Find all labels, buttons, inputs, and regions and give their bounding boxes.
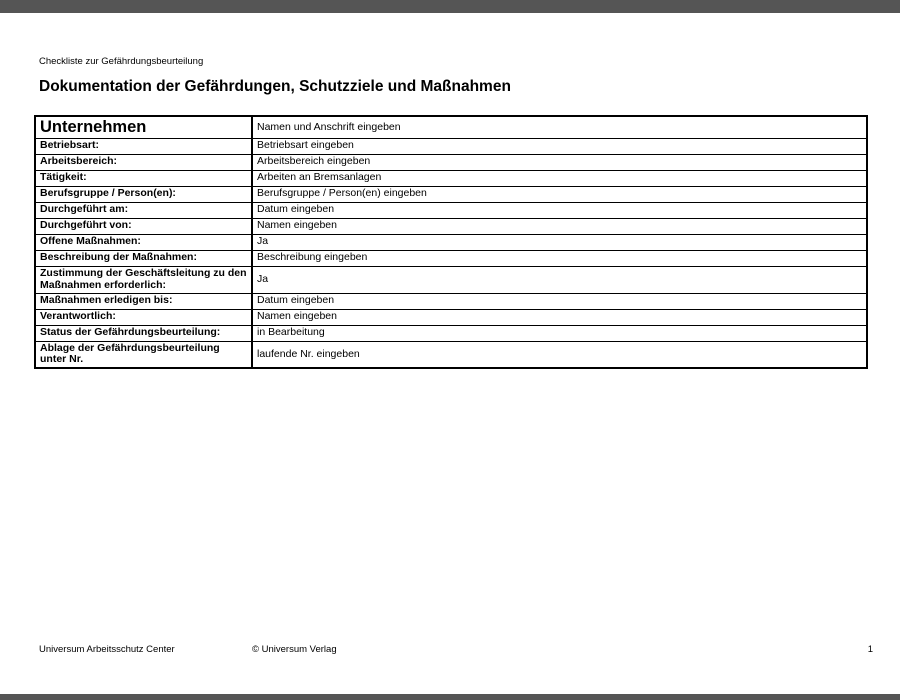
footer-publisher: Universum Arbeitsschutz Center [39,644,175,655]
form-value-field[interactable]: Beschreibung eingeben [252,250,867,266]
form-label: Beschreibung der Maßnahmen: [35,250,252,266]
form-row-erledigen-bis [35,293,867,309]
form-value-field[interactable]: Namen und Anschrift eingeben [252,116,867,138]
form-row-verantwortlich [35,309,867,325]
footer-copyright: © Universum Verlag [252,644,337,655]
form-value-field[interactable]: laufende Nr. eingeben [252,341,867,368]
form-value-field[interactable]: Ja [252,234,867,250]
form-value-field[interactable]: Namen eingeben [252,218,867,234]
form-label: Maßnahmen erledigen bis: [35,293,252,309]
form-value-field[interactable]: Datum eingeben [252,293,867,309]
form-label: Berufsgruppe / Person(en): [35,186,252,202]
form-label: Tätigkeit: [35,170,252,186]
form-value-field[interactable]: Arbeiten an Bremsanlagen [252,170,867,186]
form-row-zustimmung [35,266,867,293]
form-value-field[interactable]: Arbeitsbereich eingeben [252,154,867,170]
form-row-durchgefuehrt-am [35,202,867,218]
form-row-durchgefuehrt-von [35,218,867,234]
document-page [0,13,900,694]
form-row-berufsgruppe [35,186,867,202]
form-label: Durchgeführt von: [35,218,252,234]
form-value-field[interactable]: in Bearbeitung [252,325,867,341]
form-label: Arbeitsbereich: [35,154,252,170]
form-label: Unternehmen [35,116,252,138]
form-row-betriebsart [35,138,867,154]
form-value-field[interactable]: Datum eingeben [252,202,867,218]
form-label: Status der Gefährdungsbeurteilung: [35,325,252,341]
form-row-unternehmen [35,116,867,138]
form-row-offene-massnahmen [35,234,867,250]
form-value-field[interactable]: Ja [252,266,867,293]
form-row-arbeitsbereich [35,154,867,170]
form-row-ablage [35,341,867,368]
form-label: Durchgeführt am: [35,202,252,218]
form-row-beschreibung [35,250,867,266]
form-value-field[interactable]: Namen eingeben [252,309,867,325]
form-label: Ablage der Gefährdungsbeurteilung unter Nr. [35,341,252,368]
viewer-top-bar [0,0,900,13]
form-label: Zustimmung der Geschäftsleitung zu den Maßnahmen erforderlich: [35,266,252,293]
form-label: Offene Maßnahmen: [35,234,252,250]
form-row-taetigkeit [35,170,867,186]
document-header: Checkliste zur Gefährdungsbeurteilung [39,56,204,67]
form-label: Verantwortlich: [35,309,252,325]
viewer-bottom-bar [0,694,900,700]
form-value-field[interactable]: Betriebsart eingeben [252,138,867,154]
form-value-field[interactable]: Berufsgruppe / Person(en) eingeben [252,186,867,202]
form-row-status [35,325,867,341]
form-label: Betriebsart: [35,138,252,154]
page-number: 1 [867,644,873,655]
document-title: Dokumentation der Gefährdungen, Schutzziele und Maßnahmen [39,78,511,95]
form-table [34,115,868,369]
